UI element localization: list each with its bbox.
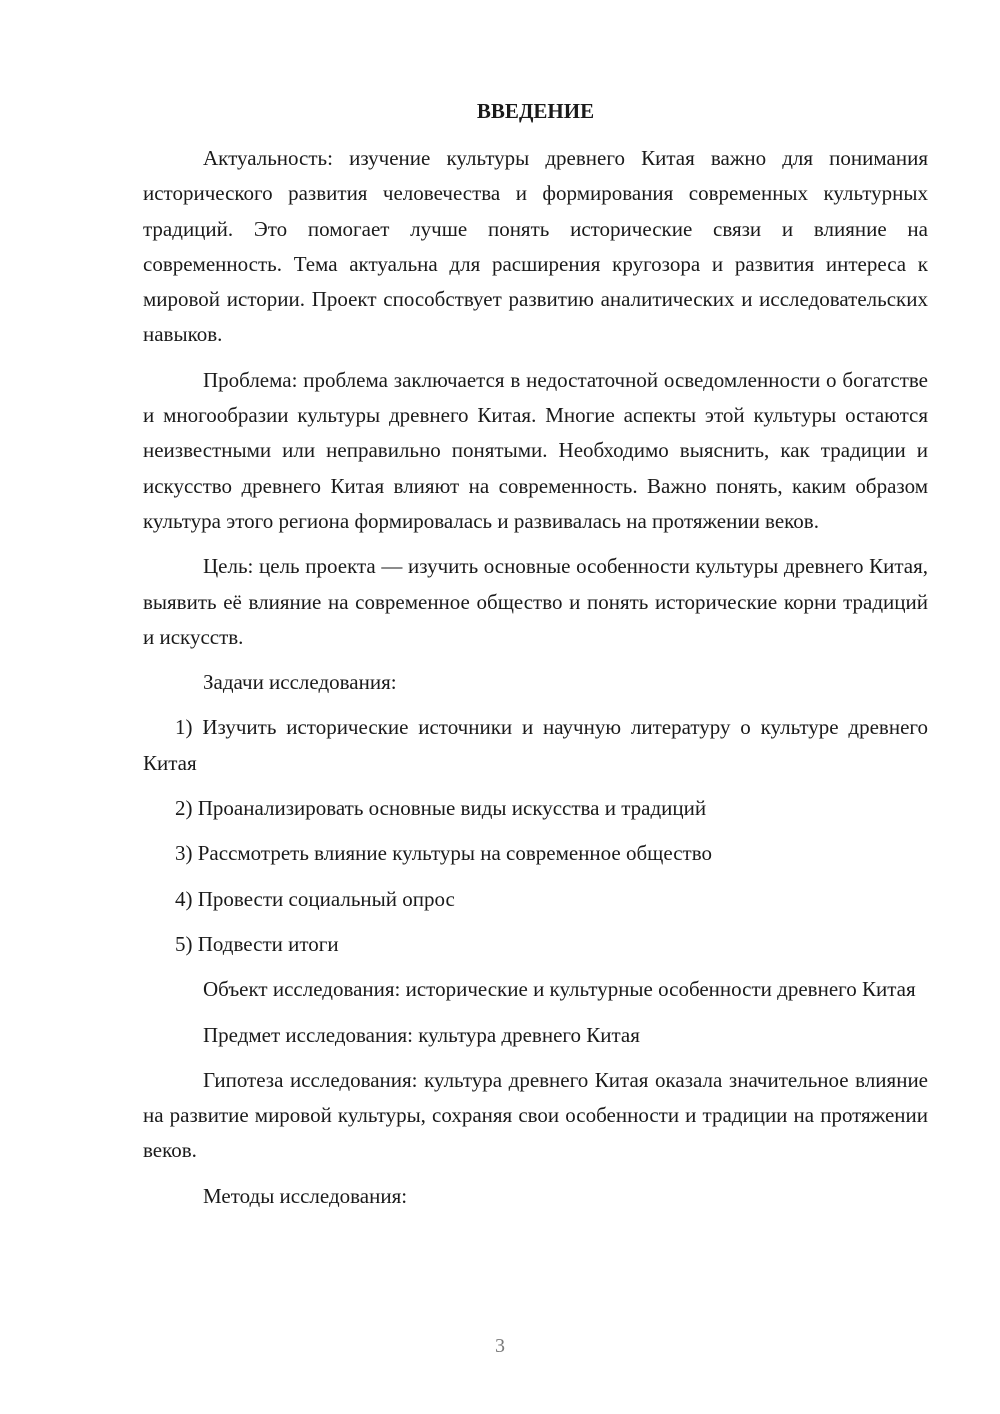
methods-heading: Методы исследования:	[203, 1183, 408, 1208]
object-paragraph: Объект исследования: исторические и культурные особенности древнего Китая	[203, 977, 916, 1002]
page-title: ВВЕДЕНИЕ	[476, 99, 595, 123]
page-number: 3	[495, 1335, 505, 1357]
task-item-5: 5) Подвести итоги	[175, 931, 339, 956]
relevance-paragraph: Актуальность: изучение культуры древнего Китая важно для понимания исторического развития человечества и формирования современных культурных традиций. Это помогает лучше понять исторические связи и влияние на современность. Тема актуальна для расширения кругозора и развития интереса к мировой истории. Проект способствует развитию аналитических и исследовательских навыков.	[143, 146, 928, 347]
problem-paragraph: Проблема: проблема заключается в недостаточной осведомленности о богатстве и многообразии культуры древнего Китая. Многие аспекты этой культуры остаются неизвестными или неправильно понятыми. Необходимо выяснить, как традиции и искусство древнего Китая влияют на современность. Важно понять, каким образом культура этого региона формировалась и развивалась на протяжении веков.	[143, 367, 928, 533]
tasks-heading: Задачи исследования:	[203, 670, 397, 695]
task-item-1: 1) Изучить исторические источники и научную литературу о культуре древнего Китая	[143, 715, 928, 775]
task-item-4: 4) Провести социальный опрос	[175, 886, 455, 911]
document-page	[143, 95, 928, 1224]
subject-paragraph: Предмет исследования: культура древнего Китая	[203, 1022, 640, 1047]
hypothesis-paragraph: Гипотеза исследования: культура древнего Китая оказала значительное влияние на развитие мировой культуры, сохраняя свои особенности и традиции на протяжении веков.	[143, 1067, 928, 1163]
goal-paragraph: Цель: цель проекта — изучить основные особенности культуры древнего Китая, выявить её влияние на современное общество и понять исторические корни традиций и искусств.	[143, 554, 928, 649]
task-item-3: 3) Рассмотреть влияние культуры на современное общество	[175, 841, 712, 866]
task-item-2: 2) Проанализировать основные виды искусства и традиций	[175, 796, 707, 821]
